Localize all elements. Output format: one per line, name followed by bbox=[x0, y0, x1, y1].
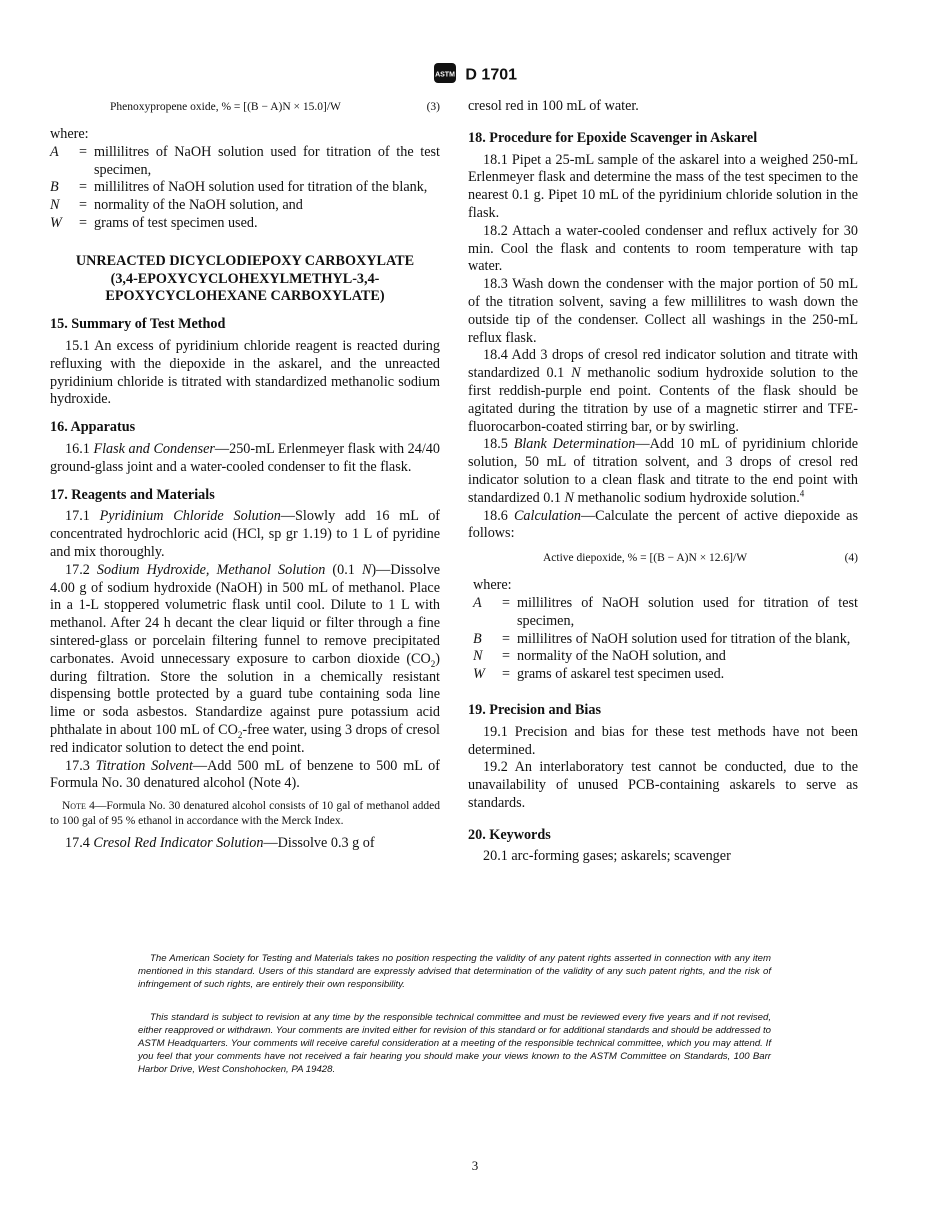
para-19-1: 19.1 Precision and bias for these test methods have not been determined. bbox=[468, 723, 858, 758]
heading-16: 16. Apparatus bbox=[50, 419, 136, 436]
page-header bbox=[0, 62, 950, 89]
definition-row: W = grams of askarel test specimen used. bbox=[473, 666, 725, 683]
page-number: 3 bbox=[471, 1158, 479, 1173]
heading-20: 20. Keywords bbox=[468, 826, 551, 843]
right-column bbox=[468, 98, 858, 866]
para-20-1: 20.1 arc-forming gases; askarels; scavenger bbox=[483, 848, 731, 865]
where-label: where: bbox=[473, 577, 512, 594]
para-17-1: 17.1 Pyridinium Chloride Solution—Slowly add 16 mL of concentrated hydrochloric acid (HCl, sp gr 1.19) to 1 L of pyridine and mix thoroughly. bbox=[50, 508, 441, 560]
note-4: Note 4—Formula No. 30 denatured alcohol consists of 10 gal of methanol added to 100 gal of 95 % ethanol in accordance with the Merck Index. bbox=[50, 800, 441, 828]
para-18-5: 18.5 Blank Determination—Add 10 mL of pyridinium chloride solution, 50 mL of titration solvent, and 3 drops of cresol red indicator solution to a clean flask and titrate to the end point with standardized 0.1 N methanolic sodium hydroxide solution.$^4$ bbox=[468, 436, 859, 506]
definition-row: A = millilitres of NaOH solution used for titration of test specimen, bbox=[473, 594, 858, 629]
para-17-3: 17.3 Titration Solvent—Add 500 mL of benzene to 500 mL of Formula No. 30 denatured alcohol (Note 4). bbox=[50, 757, 441, 792]
designation: D 1701 bbox=[465, 66, 518, 84]
definition-row: W = grams of test specimen used. bbox=[50, 214, 258, 231]
definition-row: A = millilitres of NaOH solution used for titration of the test specimen, bbox=[50, 143, 440, 178]
para-17-4: 17.4 Cresol Red Indicator Solution—Dissolve 0.3 g of bbox=[65, 835, 375, 852]
heading-15: 15. Summary of Test Method bbox=[50, 316, 226, 333]
para-18-6: 18.6 Calculation—Calculate the percent of active diepoxide as follows: bbox=[468, 507, 858, 542]
para-17-2: 17.2 Sodium Hydroxide, Methanol Solution (0.1 N)—Dissolve 4.00 g of sodium hydroxide (NaOH) in 500 mL of methanol. Place in a 1-L stoppered volumetric flask until cool. Dilute to 1 L with methanol. After 24 h decant the clear liquid or filter through a fine sintered-glass or porcelain filtering funnel to remove precipitated carbonates. Avoid unnecessary exposure to carbon dioxide $(CO_2)$ during filtration. Store the solution in a chemically resistant dispensing bottle protected by a guard tube containing soda line lime or soda asbestos. Standardize against pure potassium acid phthalate in about 100 mL of $CO_2$-free water, using 3 drops of cresol red indicator solution to detect the end point. bbox=[50, 561, 440, 756]
formula-3: Phenoxypropene oxide, % = [(B − A)N × 15.0]/W (3) bbox=[110, 101, 440, 113]
para-15-1: 15.1 An excess of pyridinium chloride reagent is reacted during refluxing with the diepoxide in the askarel, and the unreacted pyridinium chloride is titrated with standardized methanolic sodium hydroxide. bbox=[50, 337, 440, 408]
para-16-1: 16.1 Flask and Condenser—250-mL Erlenmeyer flask with 24/40 ground-glass joint and a water-cooled condenser to fit the flask. bbox=[50, 440, 440, 475]
definition-row: B = millilitres of NaOH solution used for titration of the blank, bbox=[50, 179, 428, 196]
para-18-2: 18.2 Attach a water-cooled condenser and reflux actively for 30 min. Cool the flask and contents to room temperature with tap water. bbox=[468, 222, 858, 275]
heading-19: 19. Precision and Bias bbox=[468, 701, 601, 718]
continuation-text: cresol red in 100 mL of water. bbox=[468, 98, 639, 114]
para-18-3: 18.3 Wash down the condenser with the major portion of 50 mL of the titration solvent, saving a few millilitres to wash down the outside tip of the condenser. Collect all washings in the 250-mL reflux flask. bbox=[468, 276, 858, 346]
para-18-4: 18.4 Add 3 drops of cresol red indicator solution and titrate with standardized 0.1 N methanolic sodium hydroxide solution to the first reddish-purple end point. Contents of the flask should be agitated during the titration by use of a magnetic stirrer and TFE-fluorocarbon-coated stirring bar, or by swirling. bbox=[468, 347, 858, 435]
definition-row: N = normality of the NaOH solution, and bbox=[473, 648, 726, 665]
svg-text:ASTM: ASTM bbox=[435, 71, 455, 79]
left-column bbox=[50, 98, 440, 853]
para-19-2: 19.2 An interlaboratory test cannot be conducted, due to the unavailability of unused PCB-containing askarels to serve as standards. bbox=[468, 759, 858, 811]
astm-logo-icon bbox=[433, 62, 457, 89]
section-title: UNREACTED DICYCLODIEPOXY CARBOXYLATE (3,4-EPOXYCYCLOHEXYLMETHYL-3,4-EPOXYCYCLOHEXANE CARBOXYLATE) bbox=[75, 252, 415, 305]
formula-4: Active diepoxide, % = [(B − A)N × 12.6]/W (4) bbox=[543, 552, 858, 565]
variable-definitions bbox=[473, 595, 858, 684]
definition-row: N = normality of the NaOH solution, and bbox=[50, 197, 303, 214]
definition-row: B = millilitres of NaOH solution used for titration of the blank, bbox=[473, 630, 851, 647]
revision-notice: This standard is subject to revision at any time by the responsible technical committee and must be reviewed every five years and if not revised, either reapproved or withdrawn. Your comments are invited either for revision of this standard or for additional standards and should be addressed to ASTM Headquarters. Your comments will receive careful consideration at a meeting of the responsible technical committee, which you may attend. If you feel that your comments have not received a fair hearing you should make your views known to the ASTM Committee on Standards, 100 Barr Harbor Drive, West Conshohocken, PA 19428. bbox=[138, 1012, 771, 1075]
heading-18: 18. Procedure for Epoxide Scavenger in Askarel bbox=[468, 129, 758, 146]
variable-definitions bbox=[50, 144, 440, 233]
heading-17: 17. Reagents and Materials bbox=[50, 486, 215, 503]
patent-disclaimer: The American Society for Testing and Materials takes no position respecting the validity of any patent rights asserted in connection with any item mentioned in this standard. Users of this standard are expressly advised that determination of the validity of any such patent rights, and the risk of infringement of such rights, are entirely their own responsibility. bbox=[138, 953, 771, 990]
para-18-1: 18.1 Pipet a 25-mL sample of the askarel into a weighed 250-mL Erlenmeyer flask and determine the mass of the test specimen to the nearest 0.1 g. Pipet 10 mL of the pyridinium chloride solution in the flask. bbox=[468, 151, 858, 221]
where-label: where: bbox=[50, 126, 89, 142]
